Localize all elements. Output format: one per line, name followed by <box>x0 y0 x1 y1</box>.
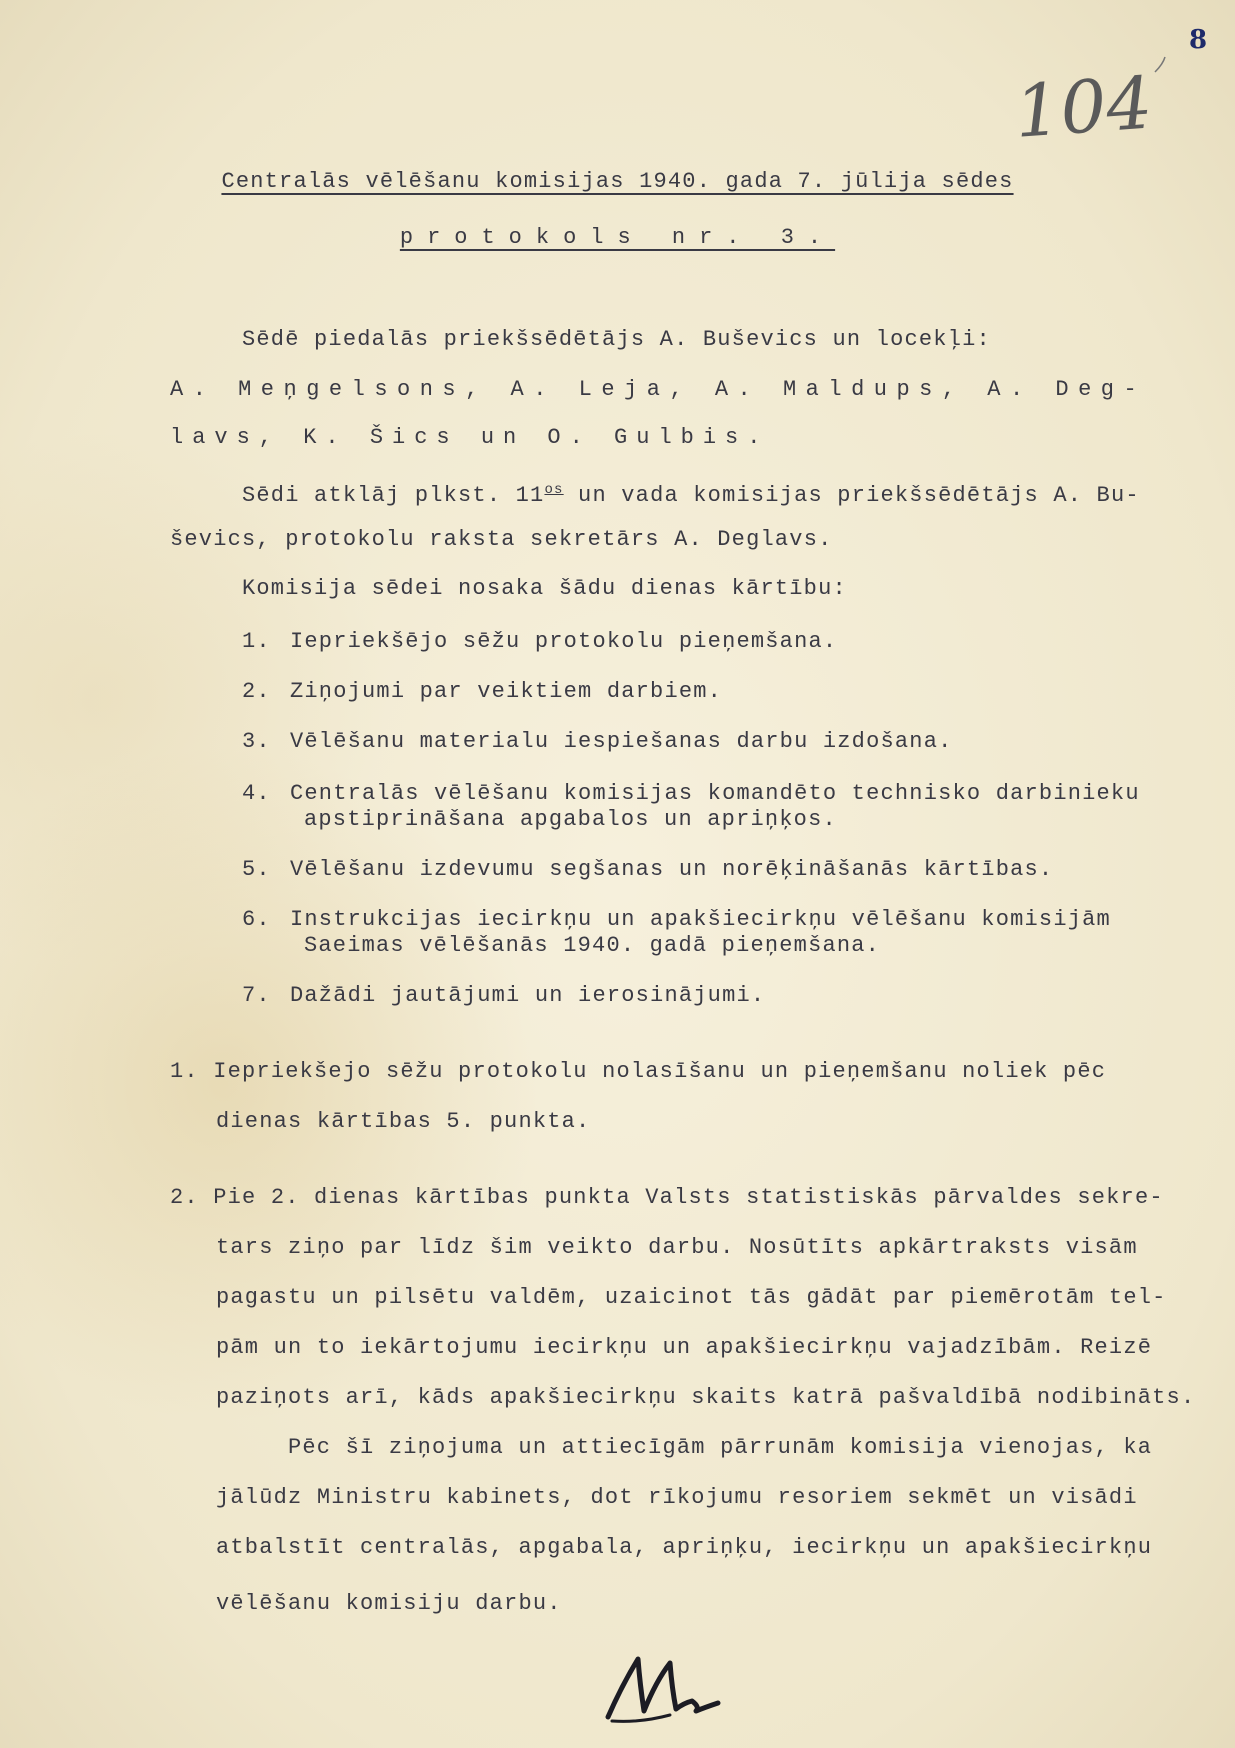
agenda-item-text: Centralās vēlēšanu komisijas komandēto technisko darbinieku <box>290 781 1140 806</box>
agenda-item-text: Dažādi jautājumi un ierosinājumi. <box>290 983 766 1008</box>
item2-line-5: paziņots arī, kāds apakšiecirkņu skaits katrā pašvaldībā nodibināts. <box>216 1385 1196 1410</box>
svg-text:8: 8 <box>1189 25 1208 55</box>
agenda-item-num: 7. <box>242 983 271 1008</box>
item2-line-4: pām un to iekārtojumu iecirkņu un apakšiecirkņu vajadzībām. Reizē <box>216 1335 1153 1360</box>
item2-line-1: 2. Pie 2. dienas kārtības punkta Valsts statistiskās pārvaldes sekre- <box>170 1185 1164 1210</box>
agenda-item-text: Vēlēšanu materialu iespiešanas darbu izdošana. <box>290 729 953 754</box>
agenda-item-num: 6. <box>242 907 271 932</box>
opening-line-2: ševics, protokolu raksta sekretārs A. Deglavs. <box>170 527 833 552</box>
item2-line-2: tars ziņo par līdz šim veikto darbu. Nosūtīts apkārtraksts visām <box>216 1235 1138 1260</box>
title-line-2: protokols nr. 3. <box>399 225 836 250</box>
corner-mark <box>1183 18 1213 58</box>
agenda-intro: Komisija sēdei nosaka šādu dienas kārtību: <box>242 576 847 601</box>
svg-text:104: 104 <box>1011 60 1155 154</box>
item2-line-6: Pēc šī ziņojuma un attiecīgām pārrunām komisija vienojas, ka <box>288 1435 1153 1460</box>
attendance-line-2: A. Meņgelsons, A. Leja, A. Maldups, A. Deg- <box>170 377 1147 402</box>
agenda-item-num: 2. <box>242 679 271 704</box>
agenda-item-num: 3. <box>242 729 271 754</box>
agenda-item-text: Iepriekšējo sēžu protokolu pieņemšana. <box>290 629 838 654</box>
attendance-line-1: Sēdē piedalās priekšsēdētājs A. Buševics un locekļi: <box>242 327 991 352</box>
agenda-item-num: 5. <box>242 857 271 882</box>
item2-line-9: vēlēšanu komisiju darbu. <box>216 1591 562 1616</box>
agenda-item-num: 4. <box>242 781 271 806</box>
title-line-1: Centralās vēlēšanu komisijas 1940. gada 7. jūlija sēdes <box>221 169 1014 194</box>
opening-line-1 <box>242 476 1140 510</box>
signature-initials <box>600 1645 740 1730</box>
agenda-item-text: Ziņojumi par veiktiem darbiem. <box>290 679 723 704</box>
agenda-item-text-cont: Saeimas vēlēšanās 1940. gadā pieņemšana. <box>304 933 881 958</box>
attendance-line-3: lavs, K. Šics un O. Gulbis. <box>170 425 770 450</box>
agenda-item-num: 1. <box>242 629 271 654</box>
opening-line-1-b: un vada komisijas priekšsēdētājs A. Bu- <box>563 483 1140 508</box>
opening-time-superscript: os <box>544 482 564 498</box>
item2-line-7: jālūdz Ministru kabinets, dot rīkojumu resoriem sekmēt un visādi <box>216 1485 1138 1510</box>
item2-line-8: atbalstīt centralās, apgabala, apriņķu, iecirkņu un apakšiecirkņu <box>216 1535 1153 1560</box>
item2-line-3: pagastu un pilsētu valdēm, uzaicinot tās gādāt par piemērotām tel- <box>216 1285 1167 1310</box>
item1-line-1: 1. Iepriekšejo sēžu protokolu nolasīšanu un pieņemšanu noliek pēc <box>170 1059 1107 1084</box>
item1-line-2: dienas kārtības 5. punkta. <box>216 1109 591 1134</box>
agenda-item-text-cont: apstiprināšana apgabalos un apriņķos. <box>304 807 837 832</box>
agenda-item-text: Instrukcijas iecirkņu un apakšiecirkņu vēlēšanu komisijām <box>290 907 1111 932</box>
opening-line-1-a: Sēdi atklāj plkst. 11 <box>242 483 545 508</box>
agenda-item-text: Vēlēšanu izdevumu segšanas un norēķināšanās kārtības. <box>290 857 1054 882</box>
handwritten-page-number <box>1005 52 1175 162</box>
